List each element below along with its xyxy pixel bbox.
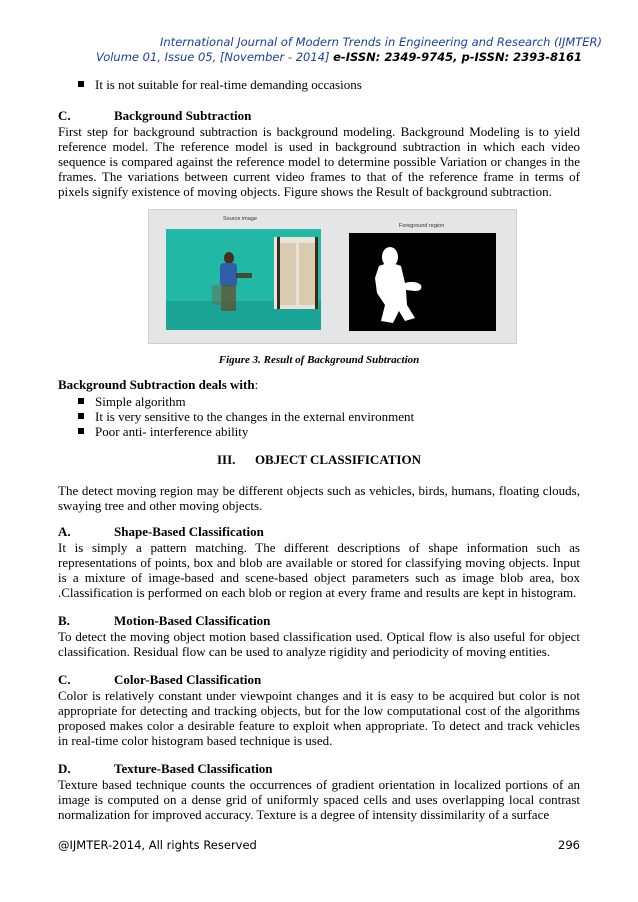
figure-caption: Figure 3. Result of Background Subtraction — [218, 354, 420, 366]
figure-foreground-label: Foreground region — [399, 223, 445, 229]
page-number: 296 — [558, 838, 580, 852]
deals-item-text: It is very sensitive to the changes in the external environment — [95, 409, 415, 424]
subsection-title: Color-Based Classification — [114, 672, 262, 687]
figure-background-subtraction — [148, 209, 517, 344]
paragraph-motion: To detect the moving object motion based classification used. Optical flow is also useful for object classification. Residual flow can be used to analyze rigidity and periodicity of moving entities. — [58, 629, 580, 659]
deals-item-text: Poor anti- interference ability — [95, 424, 249, 439]
bullet-text: It is not suitable for real-time demanding occasions — [95, 77, 362, 92]
paragraph-object-classification-intro: The detect moving region may be different objects such as vehicles, birds, humans, floating clouds, swaying tree and other moving objects. — [58, 483, 580, 513]
deals-item — [78, 394, 186, 409]
section-heading-object-classification — [0, 452, 638, 468]
section-heading-background-subtraction — [58, 108, 251, 124]
paragraph-background-subtraction: First step for background subtraction is background modeling. Background Modeling is to yield reference model. The reference model is used in background subtraction in which each video sequence is compared against the reference model to determine possible Variation or changes in the frames. The variations between current video frames to that of the reference frame in terms of pixels signify existence of moving objects. Figure shows the Result of background subtraction. — [58, 124, 580, 199]
bullet-square-icon — [78, 413, 84, 419]
subsection-letter: D. — [58, 761, 71, 776]
deals-item-text: Simple algorithm — [95, 394, 186, 409]
section-number: III. — [217, 452, 236, 467]
deals-item — [78, 424, 248, 439]
subsection-heading-color — [58, 672, 261, 688]
subsection-heading-texture — [58, 761, 273, 777]
bullet-square-icon — [78, 398, 84, 404]
section-letter: C. — [58, 108, 71, 123]
subsection-heading-shape — [58, 524, 264, 540]
section-title: OBJECT CLASSIFICATION — [254, 452, 421, 467]
paragraph-texture: Texture based technique counts the occurrences of gradient orientation in localized portions of an image is computed on a dense grid of uniformly spaced cells and uses overlapping local contrast normalization for improved accuracy. Texture is a degree of intensity dissimilarity of a surface — [58, 777, 580, 822]
journal-volume: Volume 01, Issue 05, [November - 2014] — [96, 50, 330, 64]
deals-title: Background Subtraction deals with — [58, 377, 255, 392]
journal-issn: e-ISSN: 2349-9745, p-ISSN: 2393-8161 — [333, 50, 582, 64]
foreground-mask-image — [349, 233, 496, 331]
foreground-silhouette — [349, 233, 496, 331]
subsection-letter: B. — [58, 613, 70, 628]
source-image-scene — [166, 229, 321, 330]
bullet-square-icon — [78, 428, 84, 434]
subsection-title: Motion-Based Classification — [114, 613, 271, 628]
footer-copyright: @IJMTER-2014, All rights Reserved — [58, 838, 257, 852]
deals-item — [78, 409, 414, 424]
subsection-letter: A. — [58, 524, 71, 539]
subsection-heading-motion — [58, 613, 270, 629]
subsection-letter: C. — [58, 672, 71, 687]
journal-title: International Journal of Modern Trends in Engineering and Research (IJMTER) — [160, 35, 603, 49]
paragraph-shape: It is simply a pattern matching. The different descriptions of shape information such as representations of points, box and blob are available or stored for classifying moving objects. Input is a mixture of image-based and scene-based object parameters such as image blob area, box .Classification is performed on each blob or region at every frame and results are kept in histogram. — [58, 540, 580, 600]
paragraph-color: Color is relatively constant under viewpoint changes and it is easy to be acquired but color is not appropriate for detecting and tracking objects, but for the low computational cost of the algorithms proposed makes color a desirable feature to exploit when appropriate. To detect and track vehicles in real-time color histogram based technique is used. — [58, 688, 580, 748]
deals-colon: : — [254, 377, 259, 392]
subsection-title: Shape-Based Classification — [114, 524, 264, 539]
deals-heading — [58, 377, 258, 393]
bullet-square-icon — [78, 81, 84, 87]
figure-source-label: Source image — [223, 216, 257, 222]
bullet-item — [78, 77, 362, 92]
subsection-title: Texture-Based Classification — [114, 761, 273, 776]
source-image — [166, 229, 321, 330]
section-title: Background Subtraction — [114, 108, 252, 123]
journal-volume-line — [96, 50, 616, 64]
